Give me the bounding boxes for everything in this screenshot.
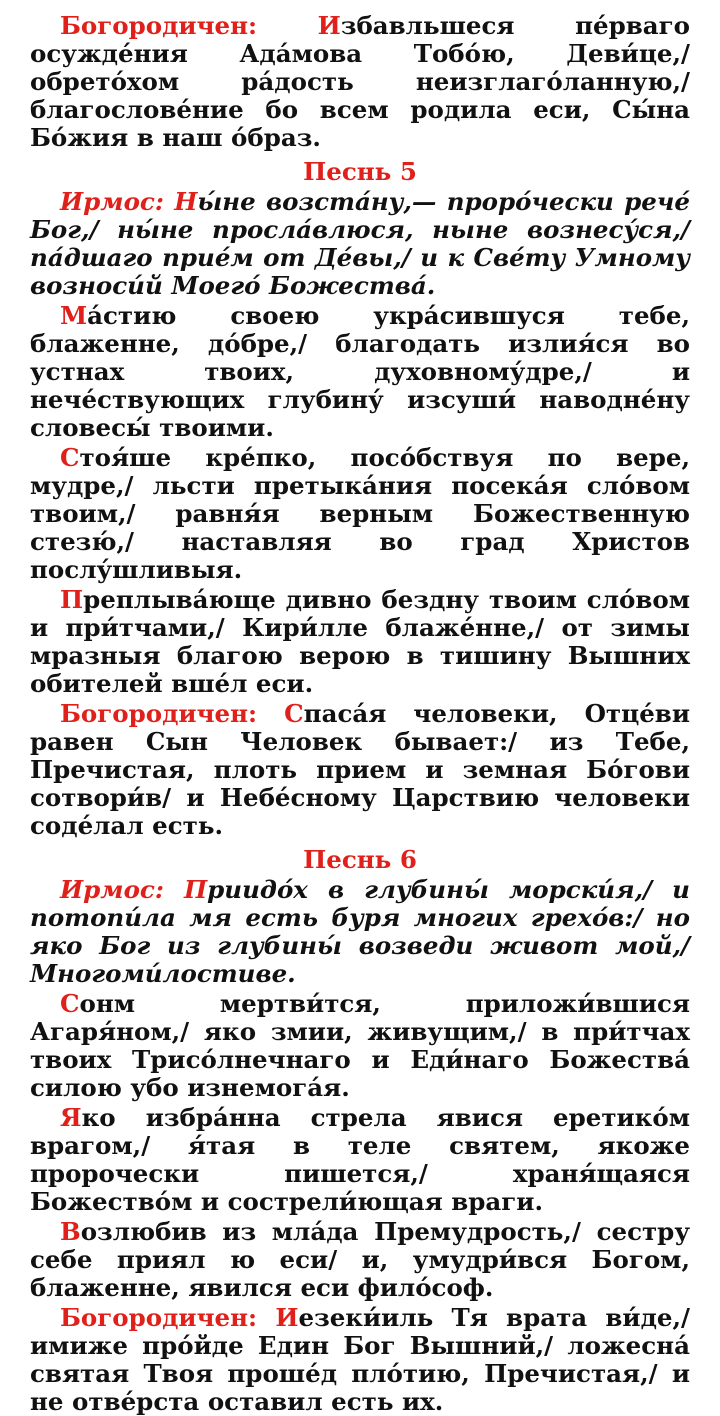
label-bogorodichen: Богородичен: (60, 1303, 276, 1332)
label-irmos: Ирмос: (60, 187, 175, 216)
paragraph-irmos-5 (30, 188, 690, 300)
paragraph-text: реплыва́юще дивно бездну твоим сло́вом и при́тчами,/ Кири́лле блаже́нне,/ от зимы мразныя благою верою в тишину Вышних обителей вше́л еси. (30, 585, 690, 698)
drop-initial: Я (60, 1103, 82, 1132)
section-heading-song-5: Песнь 5 (303, 157, 417, 186)
label-irmos: Ирмос: (60, 875, 184, 904)
paragraph-troparion (30, 586, 690, 698)
paragraph-text: тоя́ше кре́пко, посо́бствуя по вере, мудре,/ льсти претыка́ния посека́я сло́вом твоим,/ равня́я верным Божественную стезю́,/ наставляя во град Христов послу́шливыя. (30, 443, 690, 584)
drop-initial: Н (174, 187, 198, 216)
drop-initial: С (60, 989, 80, 1018)
paragraph-text: езеки́иль Тя врата ви́де,/ имиже про́йде Един Бог Вышний,/ ложесна́ святая Твоя проше́д пло́тию, Пречистая,/ и не отве́рста оставил есть их. (30, 1303, 690, 1416)
paragraph-text: паса́я человеки, Отце́ви равен Сын Человек бывает:/ из Тебе, Пречистая, плоть прием и земная Бо́гови сотвори́в/ и Небе́сному Царствию человеки соде́лал есть. (30, 699, 690, 840)
paragraph-bogorodichen-3 (30, 1304, 690, 1416)
paragraph-irmos-6 (30, 876, 690, 988)
paragraph-troparion (30, 990, 690, 1102)
paragraph-troparion (30, 444, 690, 584)
drop-initial: И (275, 1303, 299, 1332)
paragraph-troparion (30, 302, 690, 442)
paragraph-text: онм мертви́тся, приложи́вшися Агаря́ном,/ яко змии, живущим,/ в при́тчах твоих Трисо́лнечнаго и Еди́наго Божества́ силою убо изнемога́я. (30, 989, 690, 1102)
drop-initial: П (184, 875, 208, 904)
drop-initial: В (60, 1217, 81, 1246)
section-heading-song-6: Песнь 6 (303, 845, 417, 874)
label-bogorodichen: Богородичен: (60, 699, 285, 728)
paragraph-text: ы́не возста́ну,— проро́чески рече́ Бог,/ ны́не просла́влюся, ныне вознесу́ся,/ па́дшаго прие́м от Де́вы,/ и к Све́ту Умному возноси́й Моего́ Божества́. (30, 187, 690, 300)
paragraph-text: а́стию своею укра́сившуся тебе, блаженне, до́бре,/ благодать излия́ся во устнах твоих, духовному́дре,/ и нече́ствующих глубину́ изсуши́ наводне́ну словесы́ твоими. (30, 301, 690, 442)
paragraph-bogorodichen-2 (30, 700, 690, 840)
paragraph-bogorodichen-1 (30, 12, 690, 152)
drop-initial: С (60, 443, 80, 472)
drop-initial: С (284, 699, 304, 728)
paragraph-text: ко избра́нна стрела явися еретико́м врагом,/ я́тая в теле святем, якоже пророчески пишется,/ храня́щаяся Божество́м и сострели́ющая враги. (30, 1103, 690, 1216)
paragraph-troparion (30, 1218, 690, 1302)
drop-initial: П (60, 585, 84, 614)
paragraph-text: збавльшеся пе́рваго осужде́ния Ада́мова Тобо́ю, Деви́це,/ обрето́хом ра́дость неизглаго́ланную,/ благослове́ние бо всем родила еси, Сы́на Бо́жия в наш о́браз. (30, 11, 690, 152)
drop-initial: И (317, 11, 341, 40)
paragraph-text: озлюбив из мла́да Премудрость,/ сестру себе приял ю еси/ и, умудри́вся Богом, блаженне, явился еси фило́соф. (30, 1217, 690, 1302)
drop-initial: М (60, 301, 88, 330)
paragraph-text: риидо́х в глубины́ морски́я,/ и потопи́ла мя есть буря многих грехо́в:/ но яко Бог из глубины́ возведи живот мой,/ Многоми́лостиве. (30, 875, 690, 988)
label-bogorodichen: Богородичен: (60, 11, 318, 40)
paragraph-troparion (30, 1104, 690, 1216)
